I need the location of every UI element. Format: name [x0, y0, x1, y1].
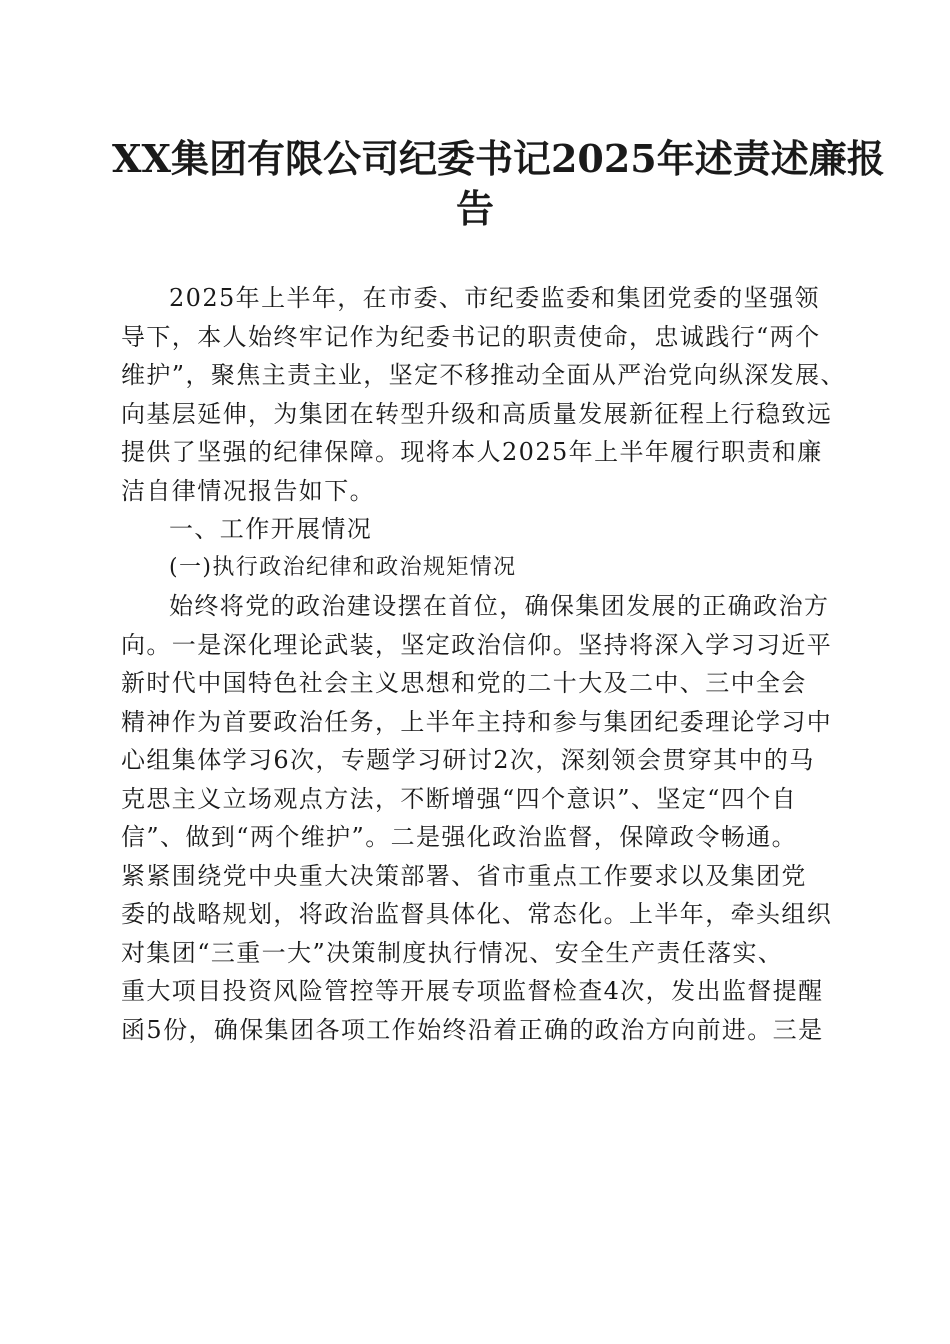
subsection-heading: (一)执行政治纪律和政治规矩情况 [169, 554, 517, 580]
document-title [112, 134, 885, 234]
text-line: 始终将党的政治建设摆在首位，确保集团发展的正确政治方 [169, 592, 830, 620]
text-line: 精神作为首要政治任务，上半年主持和参与集团纪委理论学习中 [121, 707, 833, 736]
text-line: 向基层延伸，为集团在转型升级和高质量发展新征程上行稳致远 [121, 399, 833, 428]
text-line: 洁自律情况报告如下。 [121, 476, 375, 505]
document-body [121, 279, 846, 1049]
text-line: 心组集体学习6次，专题学习研讨2次，深刻领会贯穿其中的马 [121, 746, 815, 774]
title-line: 告 [455, 186, 494, 231]
title-line: XX集团有限公司纪委书记2025年述责述廉报 [112, 136, 885, 181]
section-heading: 一、工作开展情况 [169, 515, 373, 543]
text-line: 导下，本人始终牢记作为纪委书记的职责使命，忠诚践行“两个 [121, 322, 821, 351]
text-line: 克思主义立场观点方法，不断增强“四个意识”、坚定“四个自 [121, 784, 798, 813]
section-paragraph [121, 587, 833, 1049]
text-line: 向。一是深化理论武装，坚定政治信仰。坚持将深入学习习近平 [121, 630, 833, 659]
text-line: 提供了坚强的纪律保障。现将本人2025年上半年履行职责和廉 [121, 438, 823, 466]
intro-paragraph [121, 279, 846, 510]
text-line: 函5份，确保集团各项工作始终沿着正确的政治方向前进。三是 [121, 1015, 824, 1044]
text-line: 委的战略规划，将政治监督具体化、常态化。上半年，牵头组织 [121, 900, 833, 928]
text-line: 维护”，聚焦主责主业，坚定不移推动全面从严治党向纵深发展、 [121, 361, 846, 389]
text-line: 信”、做到“两个维护”。二是强化政治监督，保障政令畅通。 [121, 823, 798, 851]
text-line: 对集团“三重一大”决策制度执行情况、安全生产责任落实、 [121, 938, 784, 967]
text-line: 紧紧围绕党中央重大决策部署、省市重点工作要求以及集团党 [121, 861, 807, 890]
text-line: 2025年上半年，在市委、市纪委监委和集团党委的坚强领 [169, 284, 820, 312]
text-line: 新时代中国特色社会主义思想和党的二十大及二中、三中全会 [121, 669, 807, 697]
text-line: 重大项目投资风险管控等开展专项监督检查4次，发出监督提醒 [121, 977, 824, 1005]
